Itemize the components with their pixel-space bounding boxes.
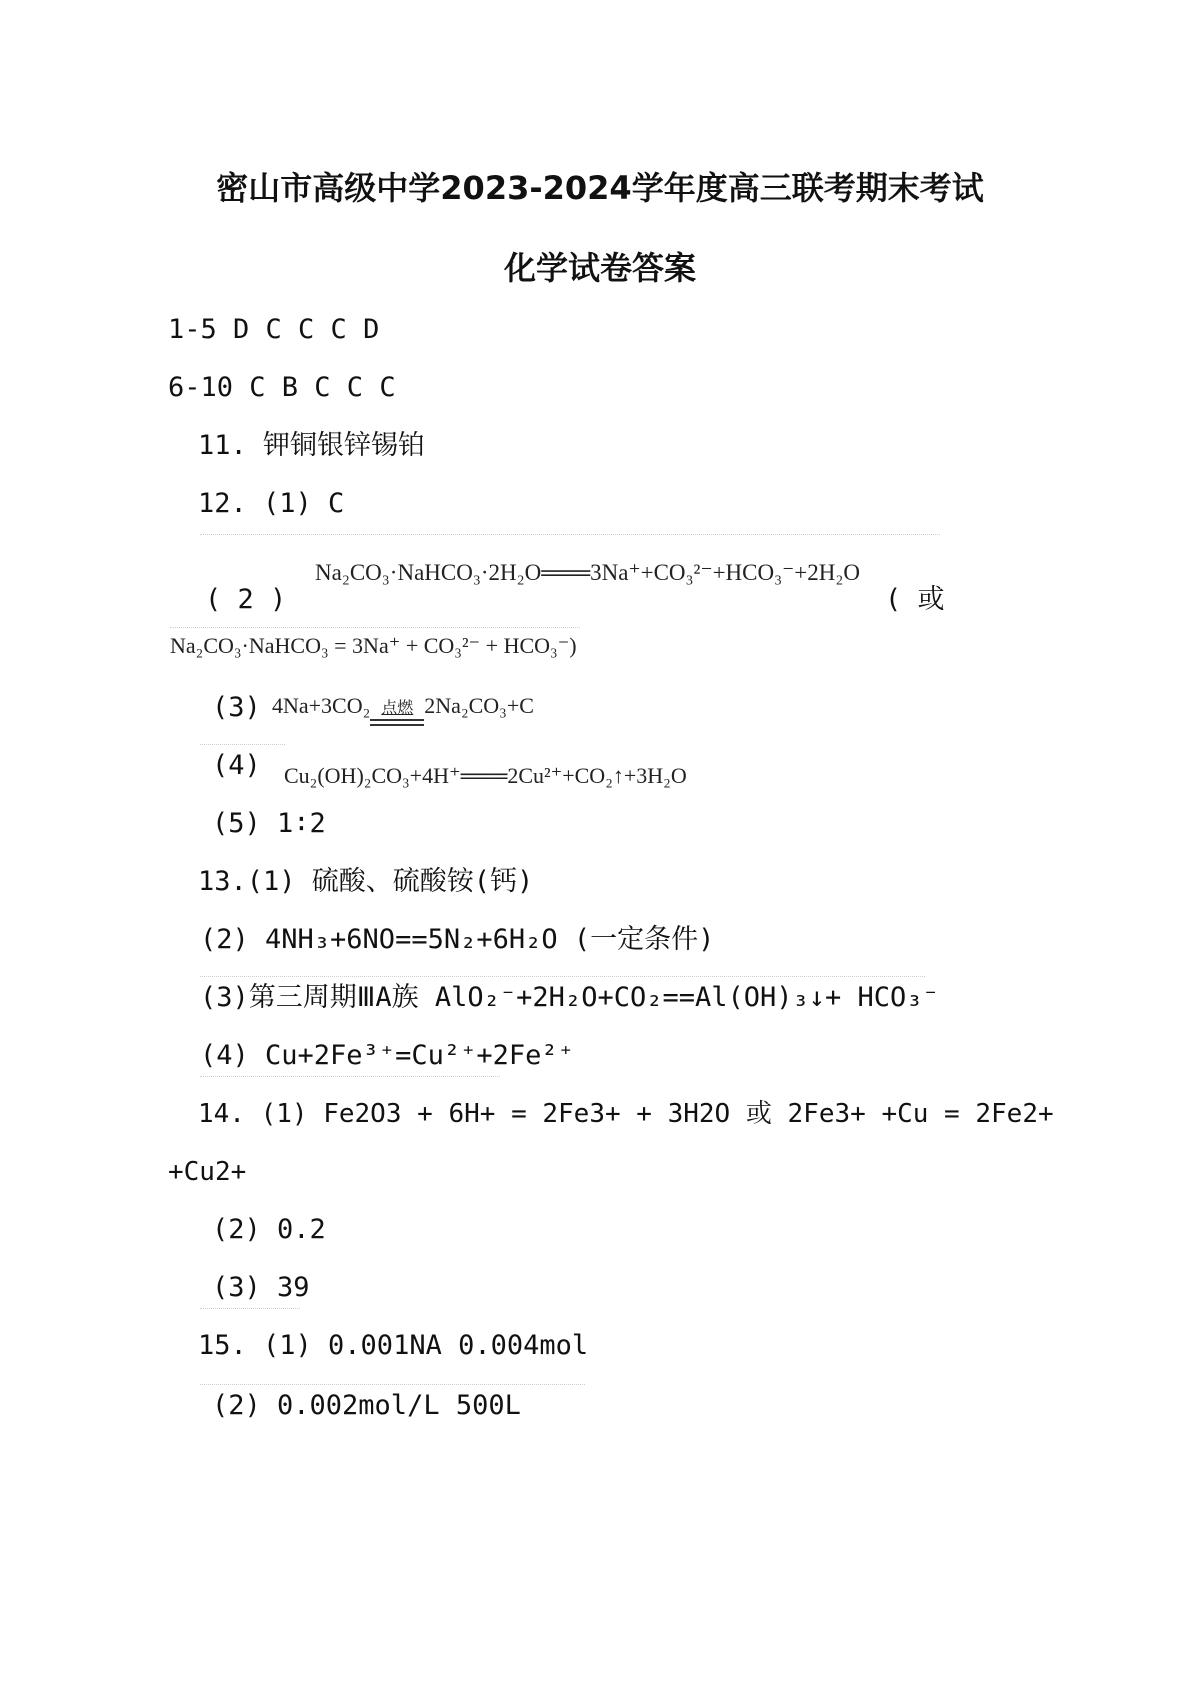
divider — [200, 1384, 585, 1385]
divider — [200, 976, 925, 977]
divider — [200, 744, 285, 745]
answers-6-10: 6-10 C B C C C — [168, 372, 396, 403]
exam-title: 密山市高级中学2023-2024学年度高三联考期末考试 — [216, 169, 984, 207]
answer-15-1: 15. (1) 0.001NA 0.004mol — [198, 1330, 589, 1361]
condition-arrow — [370, 700, 424, 728]
answer-13-1: 13.(1) 硫酸、硫酸铵(钙) — [198, 866, 534, 897]
answer-14-3: (3) 39 — [212, 1272, 310, 1303]
eq-products: 2Na₂CO₃+C — [424, 693, 534, 718]
divider — [170, 627, 580, 628]
answers-1-5: 1-5 D C C C D — [168, 314, 380, 345]
answer-12-3-equation — [272, 684, 534, 728]
divider — [200, 534, 940, 535]
answer-12-1: 12. (1) C — [198, 488, 345, 519]
answer-14-1: 14. (1) Fe2O3 + 6H+ = 2Fe3+ + 3H2O 或 2Fe3+ +Cu = 2Fe2+ — [198, 1099, 1054, 1129]
answer-12-5: (5) 1∶2 — [212, 808, 326, 839]
answer-12-2-label: ( 2 ) — [205, 584, 287, 615]
answer-14-1-cont: +Cu2+ — [168, 1157, 247, 1187]
answer-12-4-equation: Cu₂(OH)₂CO₃+4H⁺═══2Cu²⁺+CO₂↑+3H₂O — [284, 763, 687, 788]
answer-15-2: (2) 0.002mol/L 500L — [212, 1390, 521, 1421]
answer-11: 11. 钾铜银锌锡铂 — [198, 430, 426, 461]
answer-12-2-alt-equation: Na₂CO₃·NaHCO₃ = 3Na⁺ + CO₃²⁻ + HCO₃⁻) — [170, 633, 577, 658]
exam-subtitle: 化学试卷答案 — [503, 249, 696, 287]
answer-13-2: (2) 4NH₃+6NO==5N₂+6H₂O (一定条件) — [200, 924, 715, 955]
answer-12-2-equation: Na₂CO₃·NaHCO₃·2H₂O═══3Na⁺+CO₃²⁻+HCO₃⁻+2H₂O — [315, 560, 860, 585]
answer-14-2: (2) 0.2 — [212, 1214, 326, 1245]
answer-13-4: (4) Cu+2Fe³⁺=Cu²⁺+2Fe²⁺ — [200, 1040, 574, 1071]
answer-12-3-label: (3) — [212, 692, 261, 723]
condition-text: 点燃 — [381, 700, 414, 717]
divider — [200, 1076, 500, 1077]
divider — [200, 1308, 300, 1309]
answer-13-3: (3)第三周期ⅢA族 AlO₂⁻+2H₂O+CO₂==Al(OH)₃↓+ HCO₃⁻ — [200, 982, 939, 1013]
answer-12-2-or: ( 或 — [885, 584, 945, 615]
eq-reactants: 4Na+3CO₂ — [272, 693, 371, 718]
answer-12-4-label: (4) — [212, 750, 261, 781]
